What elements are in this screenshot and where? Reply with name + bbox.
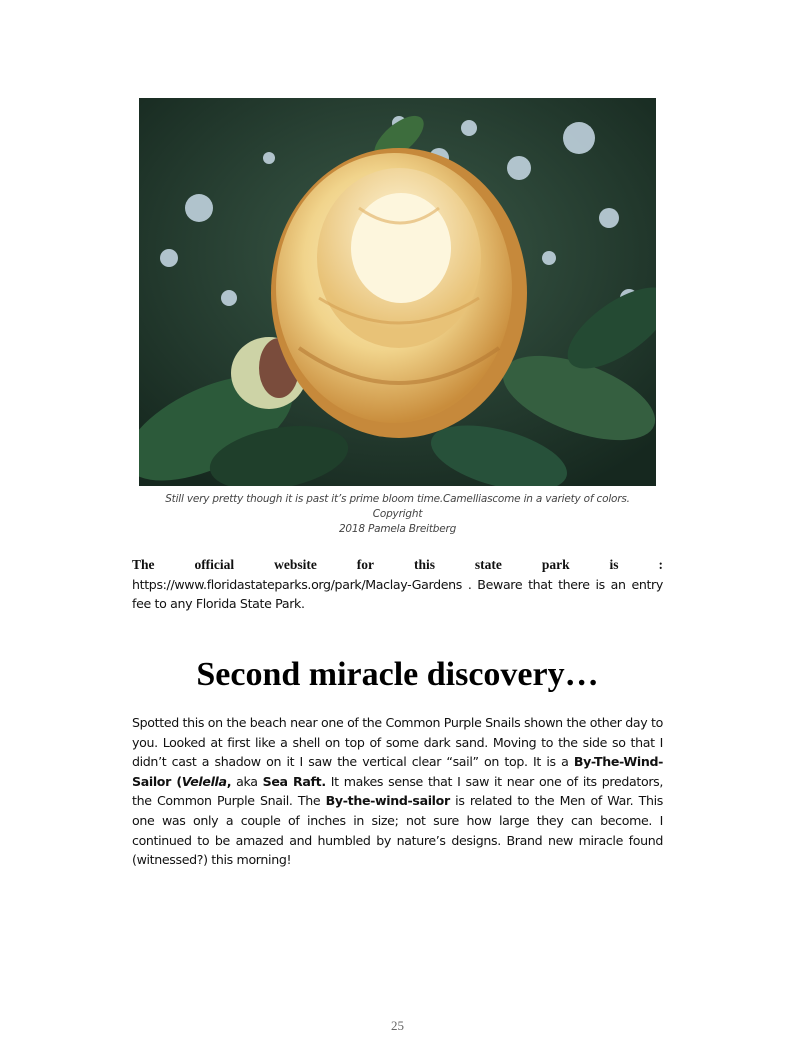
body-text: is related to the Men of War. This one was only a couple of inches in size; not sure how large they can become. I continued to be amazed and humbled by nature’s designs. Brand new miracle found (witnessed?) this morning! [132,793,663,868]
word: for [356,557,375,572]
website-paragraph-text: https://www.floridastateparks.org/park/Maclay-Gardens . Beware that there is an entry fee to any Florida State Park. [132,576,663,612]
body-text: Spotted this on the beach near one of the Common Purple Snails shown the other day to you. Looked at first like a shell on top of some dark sand. Moving to the side so that I didn’t cast a shadow on it I saw the vertical clear “sail” on top. It is a [132,715,663,770]
bold-term-text: By-The-Wind-Sailor ( [132,754,663,789]
camellia-flower-image [139,98,656,486]
body-text: aka [231,773,263,789]
page-number: 25 [391,1018,404,1033]
section-heading: Second miracle discovery… [196,656,599,693]
word: The [132,557,155,572]
word: : [658,557,663,572]
body-text: It makes sense that I saw it near one of its predators, the Common Purple Snail. The [132,773,664,809]
word: official [194,557,235,572]
camellia-photo [139,98,656,486]
italic-term: Velella [181,773,227,789]
word: this [413,557,435,572]
word: website [274,557,317,572]
section-body-paragraph [132,713,663,870]
website-paragraph-first-line [132,555,663,575]
word: park [541,557,570,572]
bold-term: Sea Raft. [262,773,326,789]
website-paragraph [132,555,663,614]
caption-line-2: 2018 Pamela Breitberg [338,523,457,535]
caption-line-1: Still very pretty though it is past it’s prime bloom time.Camelliascome in a variety of colors. Copyright [165,493,630,520]
word: is [609,557,619,572]
photo-caption [139,492,656,537]
bold-term: By-the-wind-sailor [325,793,450,809]
bold-term-end: , [226,773,232,789]
word: state [474,557,502,572]
